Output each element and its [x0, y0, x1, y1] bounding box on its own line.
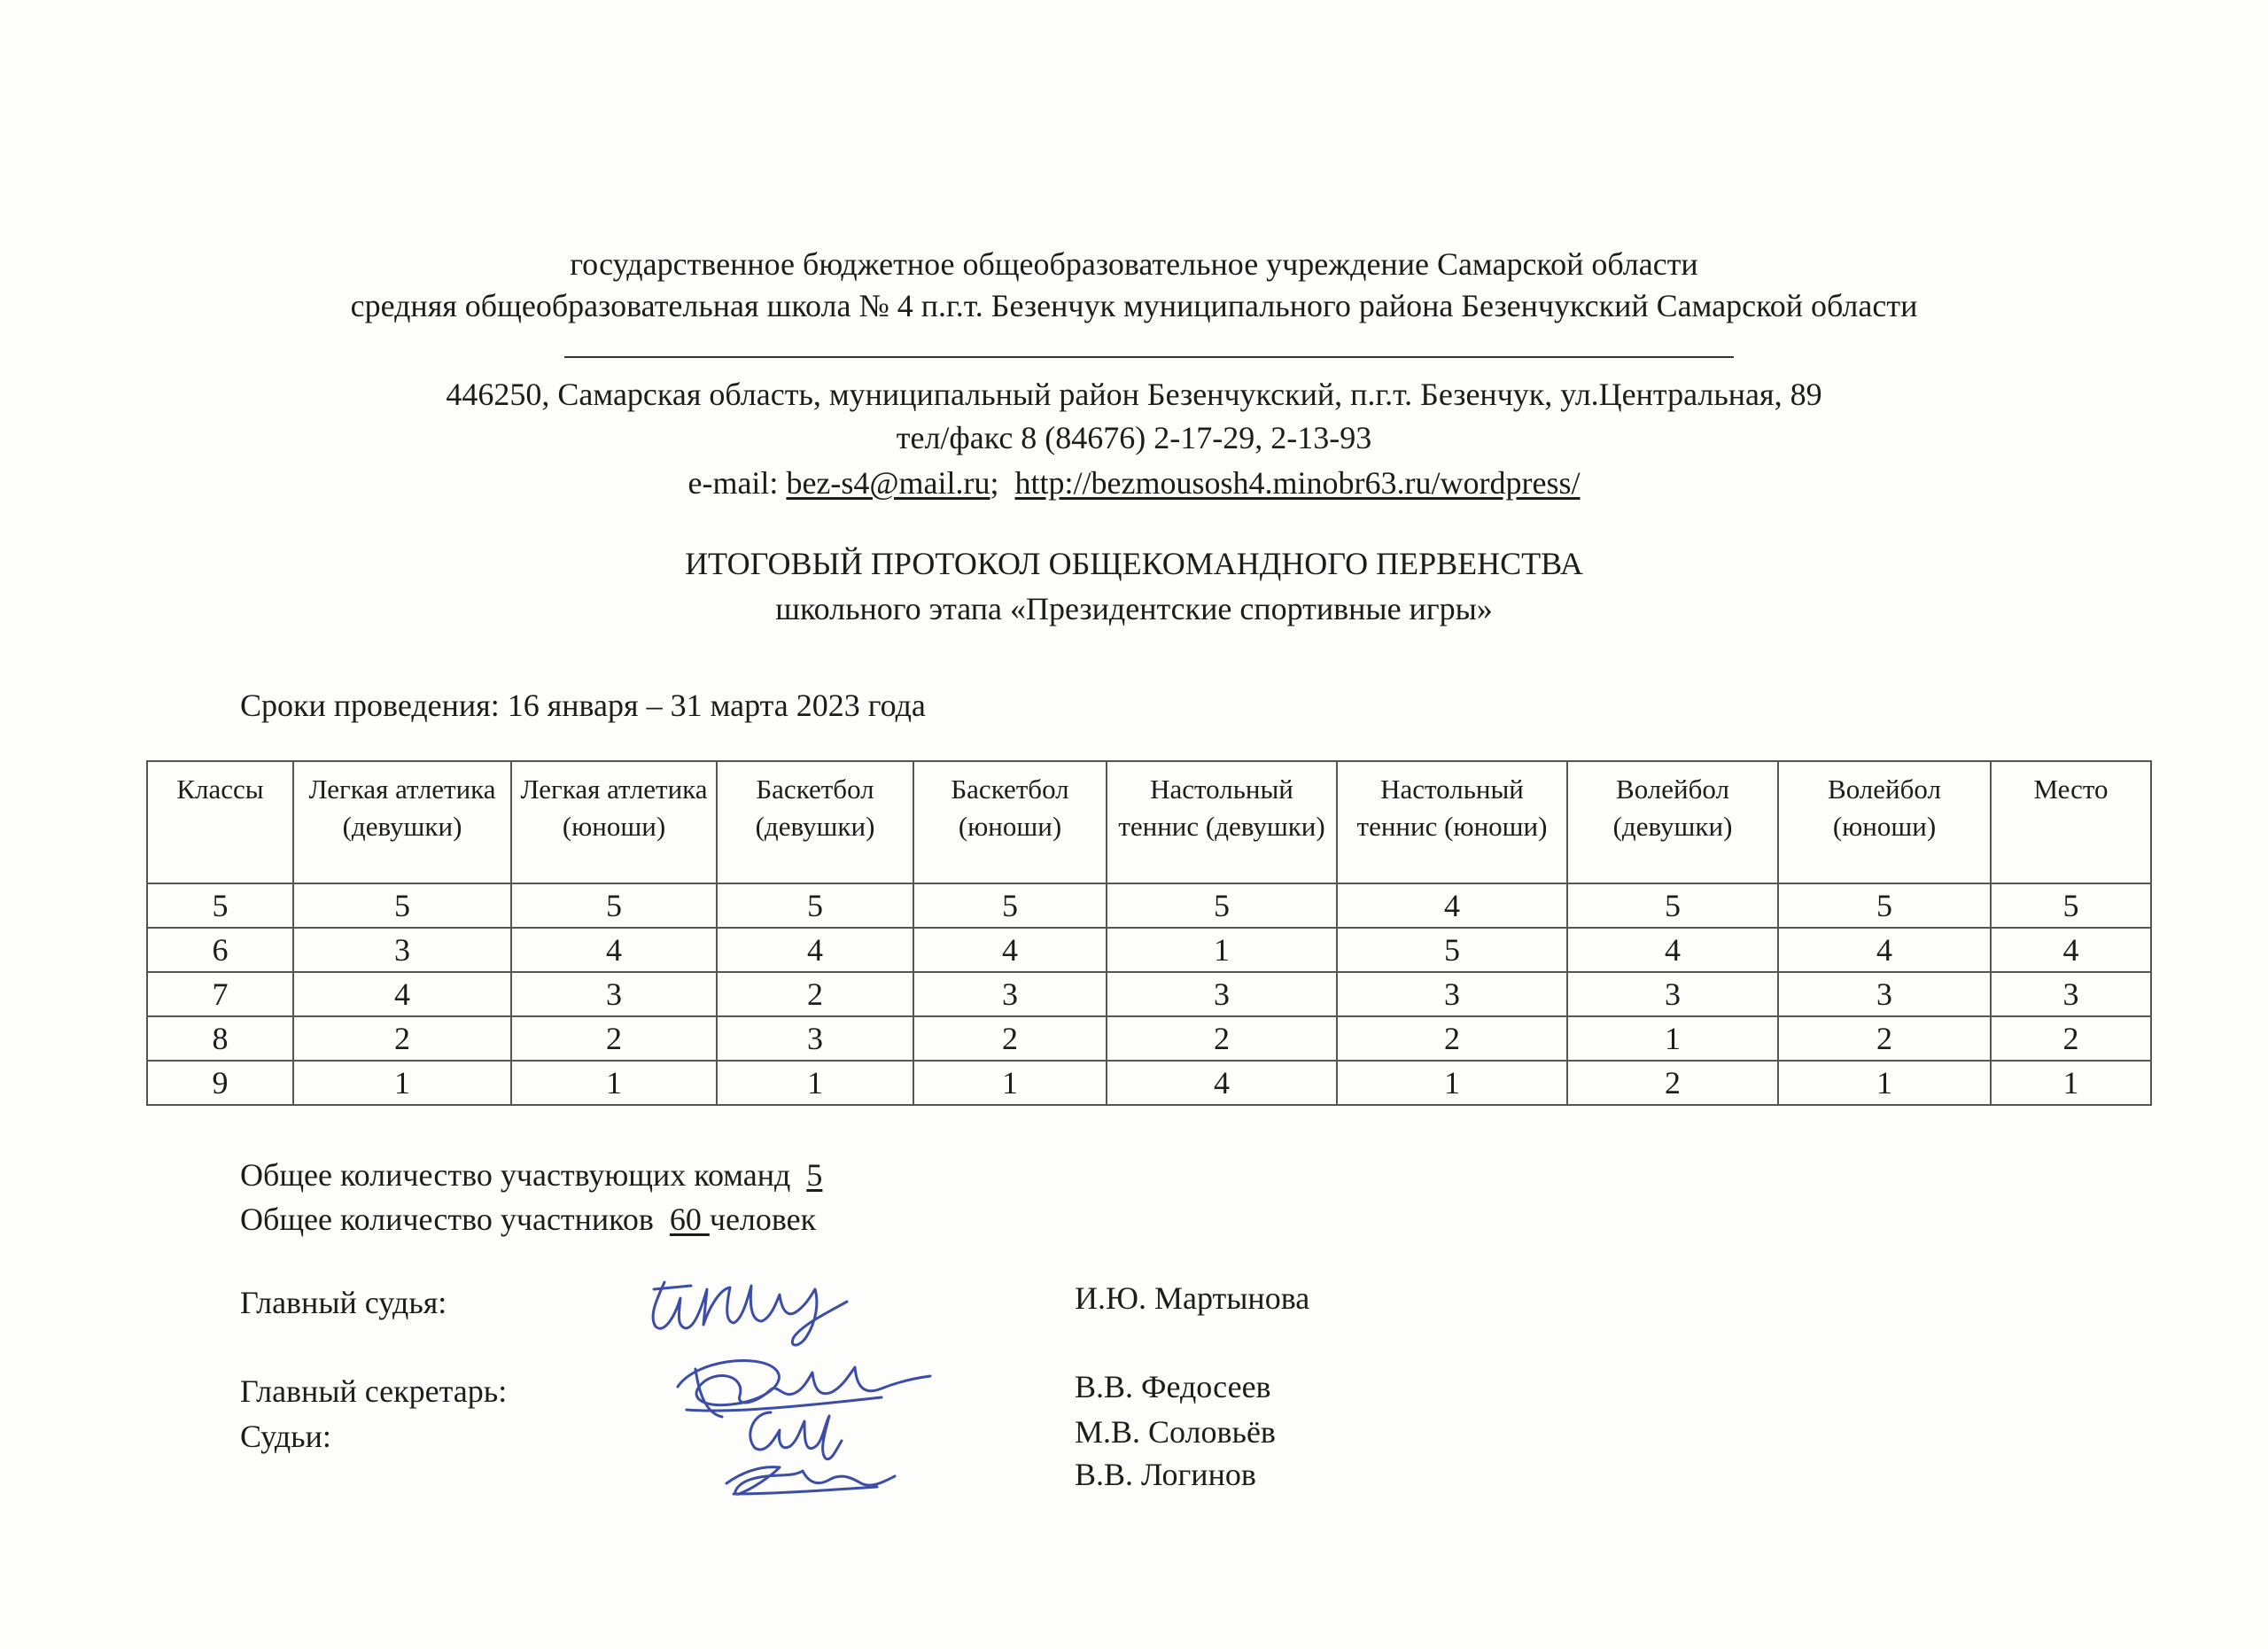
score-cell: 2 [717, 972, 913, 1016]
column-header: Легкая атлетика (девушки) [293, 761, 511, 883]
place-cell: 4 [1991, 928, 2151, 972]
score-cell: 4 [1107, 1061, 1337, 1105]
header-divider [564, 356, 1734, 358]
class-cell: 6 [147, 928, 293, 972]
column-header: Место [1991, 761, 2151, 883]
score-cell: 5 [511, 883, 717, 928]
score-cell: 4 [1567, 928, 1778, 972]
results-table [146, 760, 2152, 1106]
chief-judge-signature [638, 1263, 868, 1351]
contacts-separator: ; [990, 465, 999, 501]
score-cell: 2 [1107, 1016, 1337, 1061]
score-cell: 2 [913, 1016, 1107, 1061]
chief-judge-name: И.Ю. Мартынова [1075, 1280, 1310, 1316]
participants-total-unit: человек [709, 1202, 817, 1237]
table-body [147, 883, 2151, 1105]
score-cell: 2 [1778, 1016, 1991, 1061]
score-cell: 1 [717, 1061, 913, 1105]
score-cell: 3 [1778, 972, 1991, 1016]
column-header: Классы [147, 761, 293, 883]
table-row [147, 972, 2151, 1016]
org-line-2: средняя общеобразовательная школа № 4 п.г.т. Безенчук муниципального района Безенчукский Самарской области [350, 288, 1918, 323]
score-cell: 3 [717, 1016, 913, 1061]
judges-label: Судьи: [240, 1419, 331, 1454]
participants-total [240, 1200, 816, 1239]
judge-1-name: М.В. Соловьёв [1075, 1414, 1276, 1450]
class-cell: 5 [147, 883, 293, 928]
score-cell: 5 [1337, 928, 1567, 972]
column-header: Настольный теннис (девушки) [1107, 761, 1337, 883]
teams-total [240, 1155, 822, 1194]
score-cell: 5 [293, 883, 511, 928]
score-cell: 2 [1337, 1016, 1567, 1061]
score-cell: 4 [511, 928, 717, 972]
score-cell: 1 [913, 1061, 1107, 1105]
score-cell: 1 [1778, 1061, 1991, 1105]
class-cell: 8 [147, 1016, 293, 1061]
class-cell: 7 [147, 972, 293, 1016]
score-cell: 3 [1107, 972, 1337, 1016]
contacts-line [0, 463, 2268, 502]
score-cell: 4 [913, 928, 1107, 972]
score-cell: 5 [717, 883, 913, 928]
score-cell: 1 [1567, 1016, 1778, 1061]
place-cell: 5 [1991, 883, 2151, 928]
table-row [147, 928, 2151, 972]
score-cell: 3 [511, 972, 717, 1016]
judge-2-signature [718, 1444, 904, 1506]
email-prefix: e-mail: [687, 465, 787, 501]
participants-total-label: Общее количество участников [240, 1202, 654, 1237]
table-row [147, 1061, 2151, 1105]
teams-total-value: 5 [806, 1157, 823, 1193]
score-cell: 2 [293, 1016, 511, 1061]
document-title: ИТОГОВЫЙ ПРОТОКОЛ ОБЩЕКОМАНДНОГО ПЕРВЕНСТВА [685, 546, 1583, 581]
judge-2-name: В.В. Логинов [1075, 1457, 1256, 1492]
score-cell: 5 [1778, 883, 1991, 928]
table-row [147, 883, 2151, 928]
score-cell: 2 [1567, 1061, 1778, 1105]
document-subtitle: школьного этапа «Президентские спортивные игры» [775, 591, 1493, 626]
column-header: Волейбол (девушки) [1567, 761, 1778, 883]
score-cell: 1 [511, 1061, 717, 1105]
address-line: 446250, Самарская область, муниципальный район Безенчукский, п.г.т. Безенчук, ул.Центральная, 89 [446, 377, 1822, 412]
place-cell: 2 [1991, 1016, 2151, 1061]
score-cell: 3 [293, 928, 511, 972]
score-cell: 2 [511, 1016, 717, 1061]
score-cell: 1 [293, 1061, 511, 1105]
column-header: Легкая атлетика (юноши) [511, 761, 717, 883]
chief-judge-label: Главный судья: [240, 1285, 447, 1320]
score-cell: 3 [913, 972, 1107, 1016]
email-link[interactable]: bez-s4@mail.ru [786, 465, 990, 501]
score-cell: 5 [913, 883, 1107, 928]
score-cell: 4 [717, 928, 913, 972]
table-row [147, 1016, 2151, 1061]
teams-total-label: Общее количество участвующих команд [240, 1157, 791, 1193]
score-cell: 1 [1107, 928, 1337, 972]
score-cell: 4 [293, 972, 511, 1016]
chief-secretary-name: В.В. Федосеев [1075, 1369, 1271, 1404]
phone-line: тел/факс 8 (84676) 2-17-29, 2-13-93 [896, 420, 1372, 455]
score-cell: 3 [1567, 972, 1778, 1016]
table-header-row [147, 761, 2151, 883]
website-link[interactable]: http://bezmousosh4.minobr63.ru/wordpress/ [1014, 465, 1581, 501]
column-header: Баскетбол (девушки) [717, 761, 913, 883]
score-cell: 5 [1567, 883, 1778, 928]
score-cell: 3 [1337, 972, 1567, 1016]
place-cell: 1 [1991, 1061, 2151, 1105]
score-cell: 5 [1107, 883, 1337, 928]
participants-total-value: 60 [669, 1202, 710, 1237]
class-cell: 9 [147, 1061, 293, 1105]
column-header: Волейбол (юноши) [1778, 761, 1991, 883]
column-header: Баскетбол (юноши) [913, 761, 1107, 883]
score-cell: 4 [1778, 928, 1991, 972]
column-header: Настольный теннис (юноши) [1337, 761, 1567, 883]
score-cell: 4 [1337, 883, 1567, 928]
score-cell: 1 [1337, 1061, 1567, 1105]
chief-secretary-label: Главный секретарь: [240, 1373, 508, 1409]
org-line-1: государственное бюджетное общеобразовательное учреждение Самарской области [570, 246, 1698, 282]
place-cell: 3 [1991, 972, 2151, 1016]
event-dates: Сроки проведения: 16 января – 31 марта 2023 года [240, 688, 926, 723]
